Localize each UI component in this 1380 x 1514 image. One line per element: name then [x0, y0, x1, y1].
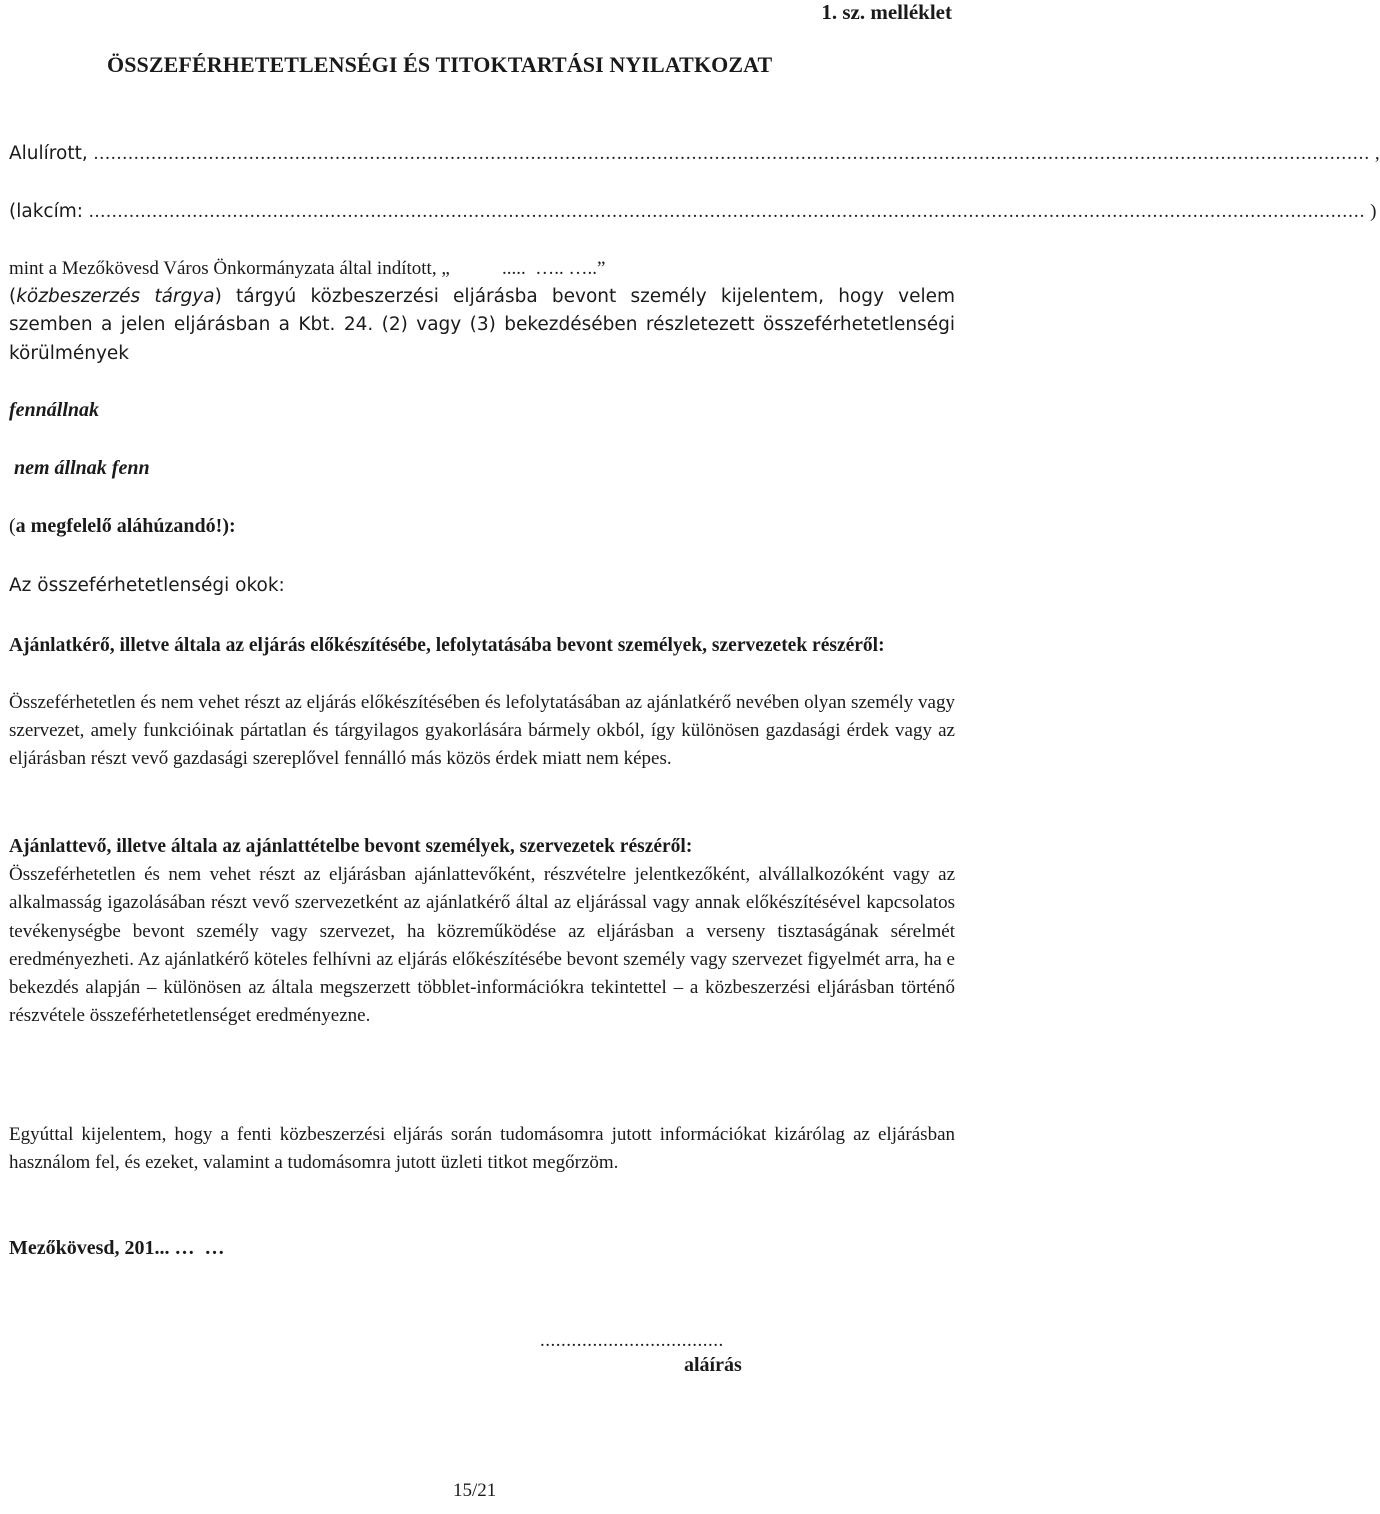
- option-fennallnak[interactable]: fennállnak: [9, 399, 100, 421]
- section2-heading: Ajánlattevő, illetve általa az ajánlattételbe bevont személyek, szervezetek részéről:: [9, 836, 693, 857]
- undersigned-name-field[interactable]: ..............................................................................................................................................................................................................................: [93, 143, 1371, 164]
- signature-line[interactable]: ...................................: [540, 1330, 724, 1351]
- undersigned-label: Alulírott,: [9, 143, 94, 164]
- section1-body: Összeférhetetlen és nem vehet részt az eljárás előkészítésében és lefolytatásában az ajánlatkérő nevében olyan személy vagy szervezet, amely funkcióinak pártatlan és tárgyilagos gyakorlására bármely okból, így különösen gazdasági érdek vagy az eljárásban részt vevő gazdasági szereplővel fennálló más közös érdek miatt nem képes.: [9, 692, 955, 770]
- address-field[interactable]: ..............................................................................................................................................................................................................................: [88, 201, 1366, 222]
- undersigned-end: ,: [1370, 143, 1380, 164]
- signature-label: aláírás: [684, 1354, 742, 1376]
- annex-label: 1. sz. melléklet: [821, 0, 952, 24]
- section1-heading: Ajánlatkérő, illetve általa az eljárás előkészítésébe, lefolytatásába bevont személyek, szervezetek részéről:: [9, 635, 885, 656]
- subject-italic: közbeszerzés tárgya: [16, 286, 215, 308]
- place-date-line[interactable]: Mezőkövesd, 201... … …: [9, 1237, 225, 1259]
- initiated-by-text: mint a Mezőkövesd Város Önkormányzata által indított, „: [9, 258, 450, 279]
- undersigned-line: [9, 140, 1380, 168]
- address-end: ): [1365, 201, 1377, 222]
- reasons-heading: Az összeférhetetlenségi okok:: [9, 575, 285, 596]
- subject-dots-field[interactable]: ..... ….. …..”: [449, 258, 606, 279]
- address-label: (lakcím:: [9, 201, 89, 222]
- subject-rest: ) tárgyú közbeszerzési eljárásba bevont személy kijelentem, hogy velem szemben a jelen eljárásban a Kbt. 24. (2) vagy (3) bekezdésében részletezett összeférhetetlenségi körülmények: [9, 286, 955, 364]
- section2-block: [9, 833, 955, 1030]
- document-title: ÖSSZEFÉRHETETLENSÉGI ÉS TITOKTARTÁSI NYILATKOZAT: [107, 52, 773, 77]
- underline-note: [9, 515, 236, 538]
- note-close: ):: [222, 515, 236, 537]
- note-bold: a megfelelő aláhúzandó!: [15, 515, 223, 537]
- page-number: 15/21: [453, 1480, 497, 1501]
- note-open: (: [9, 515, 16, 537]
- declaration-paragraph: mint a Mezőkövesd Város Önkormányzata által indított, „ ..... ….. …..” (közbeszerzés tárgya) tárgyú közbeszerzési eljárásba bevont személy kijelentem, hogy velem szemben a jelen eljárásban a Kbt. 24. (2) vagy (3) bekezdésében részletezett összeférhetetlenségi körülmények: [9, 258, 955, 364]
- option-nem-allnak-fenn[interactable]: nem állnak fenn: [14, 457, 150, 479]
- section2-body: Összeférhetetlen és nem vehet részt az eljárásban ajánlattevőként, részvételre jelentkezőként, alvállalkozóként vagy az alkalmasság igazolásában részt vevő szervezetként az ajánlatkérő által az eljárással vagy annak előkészítésével kapcsolatos tevékenységbe bevont személy vagy szervezet, ha közreműködése az eljárásban a verseny tisztaságának sérelmét eredményezheti. Az ajánlatkérő köteles felhívni az eljárás előkészítésébe bevont személy vagy szervezet figyelmét arra, ha e bekezdés alapján – különösen az általa megszerzett többlet-információkra tekintettel – a közbeszerzési eljárásban történő részvétele összeférhetetlenséget eredményezne.: [9, 864, 955, 1027]
- address-line: [9, 198, 1377, 226]
- confidentiality-paragraph: Egyúttal kijelentem, hogy a fenti közbeszerzési eljárás során tudomásomra jutott információkat kizárólag az eljárásban használom fel, és ezeket, valamint a tudomásomra jutott üzleti titkot megőrzöm.: [9, 1124, 955, 1174]
